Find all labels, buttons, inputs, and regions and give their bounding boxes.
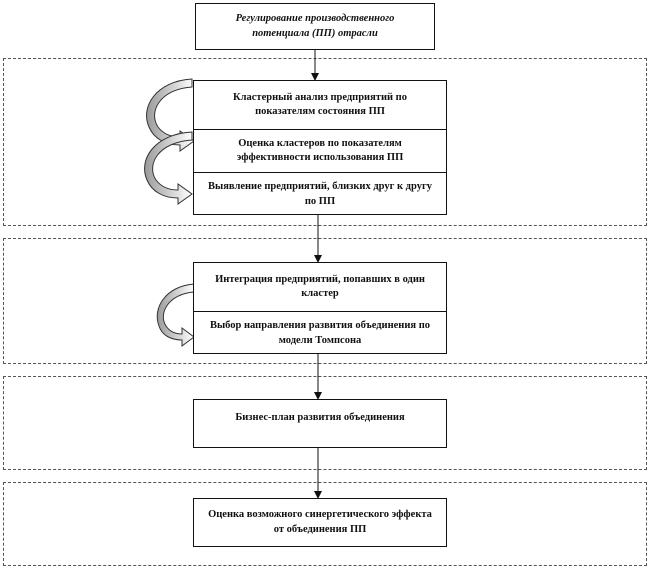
step-identify-enterprises: Выявление предприятий, близких друг к другу по ПП [194,172,446,216]
stage-1-box [193,80,447,215]
step-business-plan: Бизнес-план развития объединения [235,411,405,423]
curved-arrow-3 [157,284,194,346]
stage-4-box [193,498,447,547]
step-cluster-evaluation: Оценка кластеров по показателям эффективности использования ПП [194,129,446,172]
stage-3-box [193,399,447,448]
step-integration: Интеграция предприятий, попавших в один кластер [215,273,425,299]
top-block [195,3,435,50]
step-cluster-analysis: Кластерный анализ предприятий по показателям состояния ПП [233,91,407,117]
top-block-text: Регулирование производственного потенциала (ПП) отрасли [235,13,395,39]
step-development-direction: Выбор направления развития объединения по модели Томпсона [194,311,446,355]
step-synergy-evaluation: Оценка возможного синергетического эффекта от объединения ПП [208,509,432,535]
stage-2-box [193,262,447,354]
